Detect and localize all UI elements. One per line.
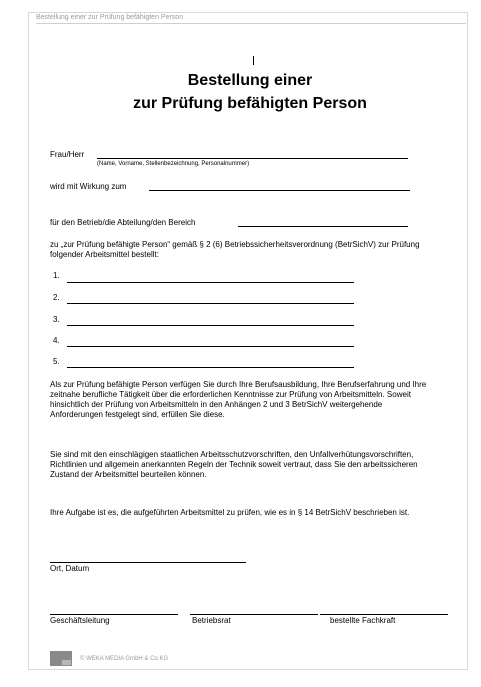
item-line[interactable] — [67, 367, 354, 368]
management-signature-line[interactable] — [50, 614, 178, 615]
document-title-line1: Bestellung einer — [187, 72, 313, 89]
item-line[interactable] — [67, 282, 354, 283]
department-line[interactable] — [238, 226, 408, 227]
publisher-logo-accent — [62, 660, 71, 665]
item-line[interactable] — [67, 303, 354, 304]
management-signature-label: Geschäftsleitung — [50, 616, 110, 625]
item-number: 4. — [53, 336, 60, 345]
document-title-line2: zur Prüfung befähigten Person — [133, 95, 367, 112]
item-number: 1. — [53, 271, 60, 280]
item-number: 3. — [53, 315, 60, 324]
header-divider — [36, 23, 466, 24]
effective-date-label: wird mit Wirkung zum — [50, 182, 127, 191]
works-council-signature-label: Betriebsrat — [192, 616, 231, 625]
header-title: Bestellung einer zur Prüfung befähigten Person — [36, 14, 184, 21]
item-line[interactable] — [67, 346, 354, 347]
appointment-paragraph: zu „zur Prüfung befähigte Person“ gemäß § 2 (6) Betriebssicherheitsverordnung (BetrSichV) zur Prüfung folgender Arbeitsmittel bestellt: — [50, 240, 420, 259]
text-cursor — [253, 56, 254, 65]
place-date-label: Ort, Datum — [50, 564, 90, 573]
item-number: 5. — [53, 357, 60, 366]
footer-copyright: © WEKA MEDIA GmbH & Co.KG — [80, 656, 169, 662]
person-field-label: Frau/Herr — [50, 150, 85, 159]
item-number: 2. — [53, 293, 60, 302]
person-field-note: (Name, Vorname, Stellenbezeichnung, Personalnummer) — [97, 161, 250, 167]
qualification-paragraph: Als zur Prüfung befähigte Person verfügen Sie durch Ihre Berufsausbildung, Ihre Berufserfahrung und Ihre zeitnahe berufliche Tätigkeit über die erforderlichen Kenntnisse zur Prüfung von Arbeitsmitteln. Soweit hinsichtlich der Prüfung von Arbeitsmitteln in den Anhängen 2 und 3 BetrSichV weitergehende Anforderungen festgelegt sind, erfüllen Sie diese. — [50, 380, 427, 419]
works-council-signature-line[interactable] — [190, 614, 318, 615]
regulations-paragraph: Sie sind mit den einschlägigen staatlichen Arbeitsschutzvorschriften, den Unfallverhütungsvorschriften, Richtlinien und allgemein anerkannten Regeln der Technik soweit vertraut, dass Sie den arbeitssicheren Zustand der Arbeitsmittel beurteilen können. — [50, 450, 418, 479]
task-paragraph: Ihre Aufgabe ist es, die aufgeführten Arbeitsmittel zu prüfen, wie es in § 14 BetrSichV beschrieben ist. — [50, 508, 410, 517]
effective-date-line[interactable] — [149, 190, 410, 191]
specialist-signature-line[interactable] — [320, 614, 448, 615]
department-label: für den Betrieb/die Abteilung/den Bereich — [50, 218, 196, 227]
item-line[interactable] — [67, 325, 354, 326]
place-date-line[interactable] — [50, 562, 246, 563]
specialist-signature-label: bestellte Fachkraft — [330, 616, 396, 625]
person-field-line[interactable] — [97, 158, 408, 159]
